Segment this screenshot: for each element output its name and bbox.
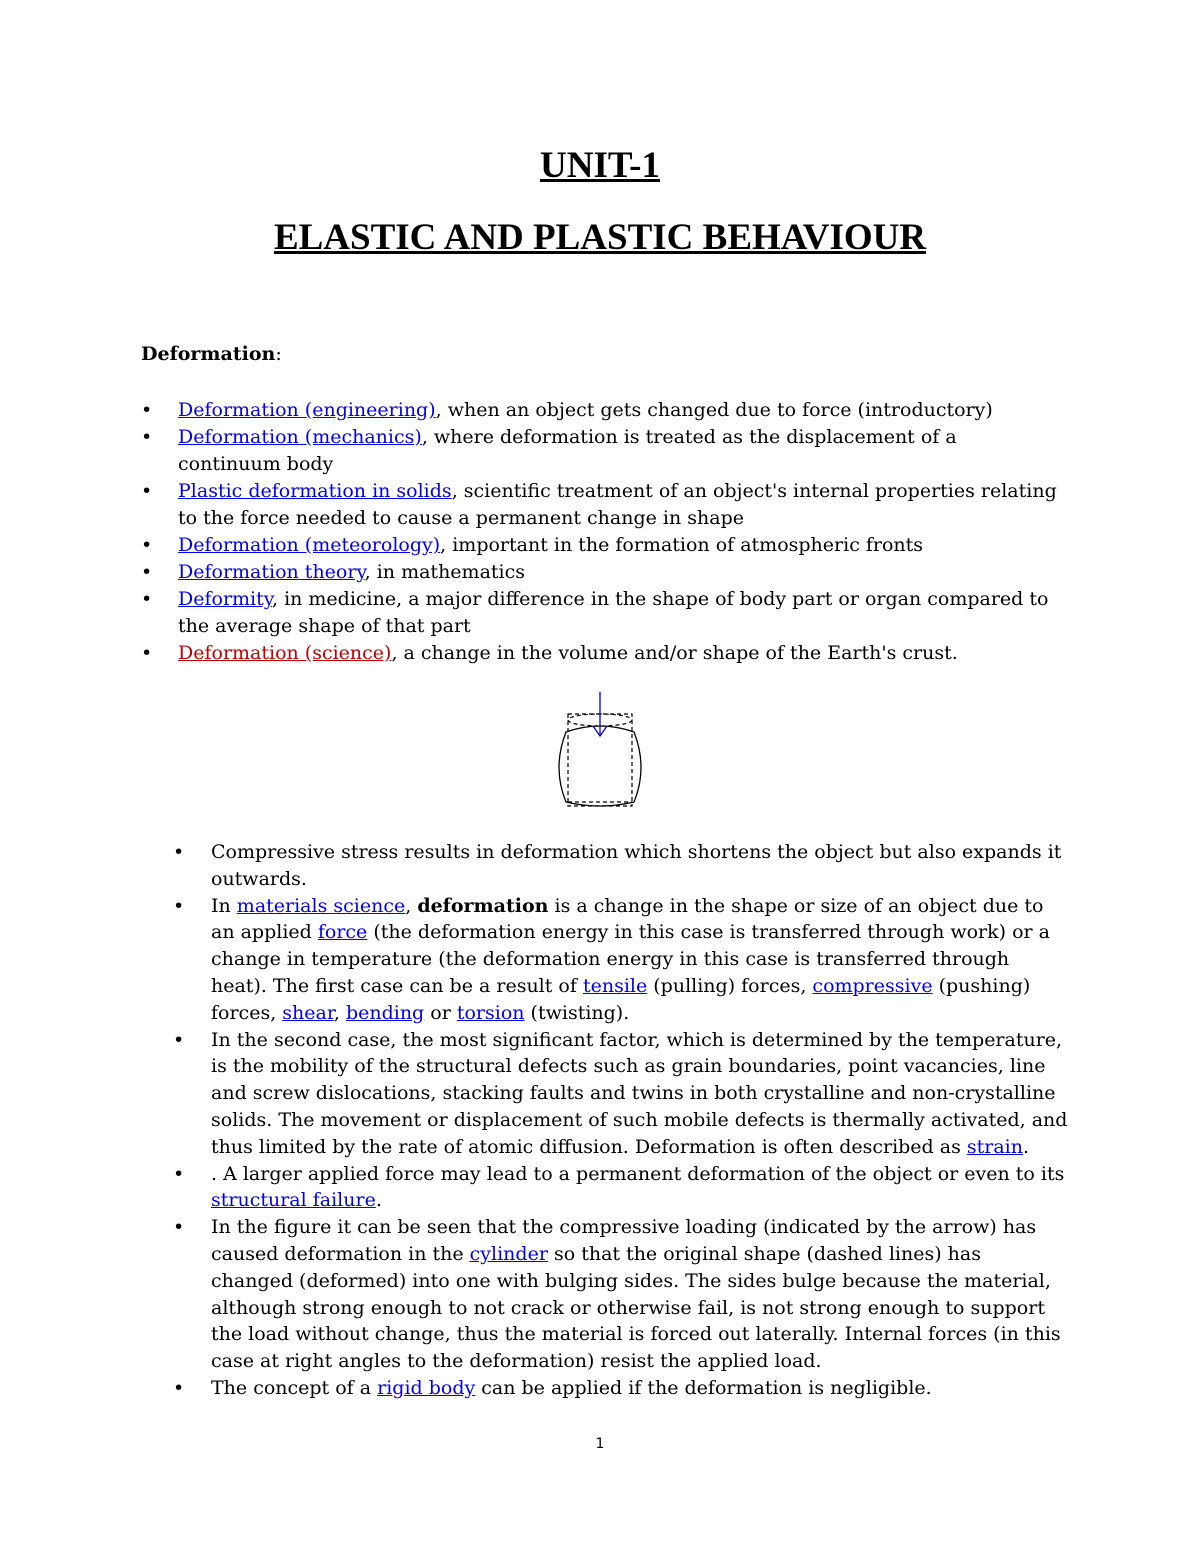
list-item-text: , in mathematics bbox=[364, 561, 525, 583]
bullet: • bbox=[173, 1376, 185, 1399]
bullet: • bbox=[141, 561, 153, 583]
point-text: . bbox=[375, 1189, 382, 1212]
list-item bbox=[141, 397, 1061, 424]
section-heading bbox=[141, 341, 282, 368]
link-deformity[interactable]: Deformity bbox=[178, 588, 272, 610]
link-structural-failure[interactable]: structural failure bbox=[211, 1189, 376, 1212]
point-text: . bbox=[1022, 1135, 1030, 1158]
bullet: • bbox=[141, 642, 153, 664]
bullet: • bbox=[173, 1216, 185, 1239]
bullet: • bbox=[141, 480, 153, 502]
point-text: . A larger applied force may lead to a permanent deformation of the object or even to its bbox=[211, 1162, 1065, 1185]
point-text: is a change in the shape or size of an object due to an applied bbox=[211, 894, 1044, 944]
heading-colon: : bbox=[275, 343, 282, 365]
list-item-text: , important in the formation of atmospheric fronts bbox=[440, 534, 924, 556]
list-item-text: , scientific treatment of an object's internal properties relating to the force needed to cause a permanent change in shape bbox=[178, 480, 1057, 529]
list-item bbox=[173, 1027, 1068, 1161]
point-text: (pulling) forces, bbox=[647, 974, 813, 997]
list-item bbox=[173, 1375, 1068, 1402]
link-plastic-deformation[interactable]: Plastic deformation in solids bbox=[178, 480, 452, 502]
point-text: The concept of a bbox=[211, 1376, 378, 1399]
link-compressive[interactable]: compressive bbox=[812, 974, 933, 997]
list-item bbox=[173, 1161, 1068, 1215]
link-torsion[interactable]: torsion bbox=[456, 1001, 525, 1024]
list-item bbox=[173, 893, 1068, 1027]
link-force[interactable]: force bbox=[317, 921, 368, 944]
bullet: • bbox=[173, 1028, 185, 1051]
list-item bbox=[141, 478, 1061, 532]
list-item bbox=[141, 559, 1061, 586]
unit-title: UNIT-1 bbox=[540, 145, 660, 186]
list-item-text: , in medicine, a major difference in the shape of body part or organ compared to the average shape of that part bbox=[178, 588, 1049, 637]
bulged-shape bbox=[559, 726, 641, 806]
list-item bbox=[141, 640, 1061, 667]
list-item bbox=[141, 586, 1061, 640]
list-item bbox=[141, 424, 1061, 478]
bold-term: deformation bbox=[417, 894, 549, 917]
link-strain[interactable]: strain bbox=[966, 1135, 1023, 1158]
list-item-text: , a change in the volume and/or shape of the Earth's crust. bbox=[391, 642, 958, 664]
bullet: • bbox=[173, 841, 185, 863]
link-shear[interactable]: shear bbox=[282, 1001, 334, 1024]
point-text: Compressive stress results in deformation which shortens the object but also expands it outwards. bbox=[211, 841, 1062, 890]
link-deformation-meteorology[interactable]: Deformation (meteorology) bbox=[178, 534, 441, 556]
point-text: or bbox=[424, 1001, 457, 1024]
point-text: can be applied if the deformation is negligible. bbox=[475, 1376, 932, 1399]
bullet: • bbox=[141, 588, 153, 610]
heading-text: Deformation bbox=[141, 343, 276, 365]
link-deformation-engineering[interactable]: Deformation (engineering) bbox=[178, 399, 436, 421]
list-item bbox=[173, 1214, 1068, 1375]
point-text: (twisting). bbox=[524, 1001, 630, 1024]
bullet: • bbox=[141, 534, 153, 556]
definitions-list bbox=[141, 397, 1061, 667]
bullet: • bbox=[141, 399, 153, 421]
link-deformation-theory[interactable]: Deformation theory bbox=[178, 561, 365, 583]
subject-title: ELASTIC AND PLASTIC BEHAVIOUR bbox=[273, 217, 927, 258]
point-text: , bbox=[333, 1001, 346, 1024]
link-tensile[interactable]: tensile bbox=[582, 974, 648, 997]
point-text: (the deformation energy in this case is transferred through work) or a change in temperature (the deformation energy in this case is transferred through heat). The first case can be a result of bbox=[211, 921, 1050, 997]
list-item-text: , when an object gets changed due to force (introductory) bbox=[435, 399, 993, 421]
point-text: (pushing) forces, bbox=[211, 974, 1031, 1024]
link-materials-science[interactable]: materials science bbox=[236, 894, 406, 917]
point-text: In bbox=[211, 894, 237, 917]
bullet: • bbox=[173, 894, 185, 917]
link-rigid-body[interactable]: rigid body bbox=[377, 1376, 476, 1399]
link-cylinder[interactable]: cylinder bbox=[469, 1242, 548, 1265]
link-deformation-science[interactable]: Deformation (science) bbox=[178, 642, 392, 664]
bullet: • bbox=[173, 1162, 185, 1185]
explanation-list bbox=[173, 839, 1068, 1402]
bullet: • bbox=[141, 426, 153, 448]
page-number: 1 bbox=[595, 1436, 605, 1452]
point-text: In the figure it can be seen that the compressive loading (indicated by the arrow) has caused deformation in the bbox=[211, 1216, 1037, 1265]
list-item bbox=[141, 532, 1061, 559]
point-text: In the second case, the most significant factor, which is determined by the temperature, is the mobility of the structural defects such as grain boundaries, point vacancies, line and screw dislocations, stacking faults and twins in both crystalline and non-crystalline solids. The movement or displacement of such mobile defects is thermally activated, and thus limited by the rate of atomic diffusion. Deformation is often described as bbox=[211, 1028, 1068, 1158]
point-text: so that the original shape (dashed lines) has changed (deformed) into one with bulging sides. The sides bulge because the material, although strong enough to not crack or otherwise fail, is not strong enough to support the load without change, thus the material is forced out laterally. Internal forces (in this case at right angles to the deformation) resist the applied load. bbox=[211, 1242, 1061, 1373]
point-text: , bbox=[405, 894, 418, 917]
link-deformation-mechanics[interactable]: Deformation (mechanics) bbox=[178, 426, 422, 448]
list-item bbox=[173, 839, 1068, 893]
list-item-text: , where deformation is treated as the displacement of a continuum body bbox=[178, 426, 957, 475]
link-bending[interactable]: bending bbox=[345, 1001, 425, 1024]
deformed-cylinder-figure bbox=[548, 690, 648, 810]
